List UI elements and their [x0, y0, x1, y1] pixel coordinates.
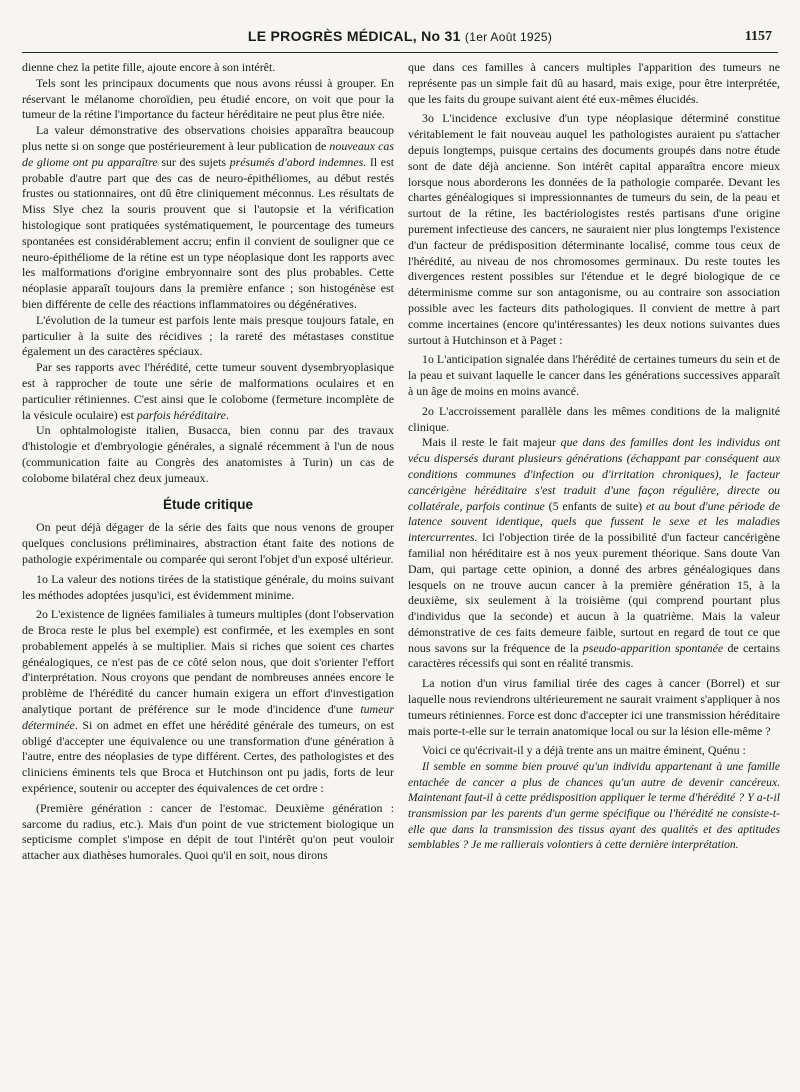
paragraph: 3o L'incidence exclusive d'un type néoplasique déterminé constitue véritablement le fait nouveau auquel les pathologistes auraient pu s'attacher depuis longtemps, puisque certains des documents groupés dans notre étude sont de date déjà ancienne. Son intérêt capital apparaîtra encore mieux lorsque nous aborderons les données de la pathologie comparée. Devant les chartes généalogiques si impressionnantes de tumeurs du sein, de la peau et surtout de la rétine, les bactériologistes restés partisans d'une origine purement infectieuse des cancers, ne sauraient nier plus longtemps l'existence d'un facteur de prédisposition déterminante localisé, comme tous ceux de l'hérédité, au niveau de nos chromosomes germinaux. Du reste toutes les divergences restent possibles sur l'étendue et le degré biologique de ce déterminisme comme sur son antagonisme, ou au contraire son association possible avec les facteurs dits pathologiques. Il convient de mettre à part comme incertaines (encore qu'intéressantes) les deux notions suivantes dues surtout à Hutchinson et à Paget :: [408, 111, 780, 347]
issue-number: No 31: [421, 28, 461, 44]
paragraph: La notion d'un virus familial tirée des cages à cancer (Borrel) et sur laquelle nous reviendrons ultérieurement ne saurait vraiment s'appliquer à nos tumeurs rétiniennes. Force est donc d'accepter ici une transmission héréditaire mais porte-t-elle sur le terrain anatomique local ou sur la lésion elle-même ?: [408, 676, 780, 738]
paragraph: 1o La valeur des notions tirées de la statistique générale, du moins suivant les méthodes adoptées jusqu'ici, est évidemment minime.: [22, 571, 394, 602]
issue-date: (1er Août 1925): [464, 30, 553, 44]
paragraph: 2o L'accroissement parallèle dans les mêmes conditions de la malignité clinique.: [408, 403, 780, 434]
paragraph: On peut déjà dégager de la série des faits que nous venons de grouper quelques conclusions préliminaires, abstraction étant faite des notions de pathologie expérimentale ou comparée qui seront l'objet d'un exposé ultérieur.: [22, 520, 394, 566]
right-column: [408, 60, 780, 1092]
paragraph: Voici ce qu'écrivait-il y a déjà trente ans un maitre éminent, Quénu :: [422, 743, 746, 758]
paragraph: (Première génération : cancer de l'estomac. Deuxième génération : sarcome du radius, etc.). Mais d'un point de vue strictement biologique un septicisme complet s'impose en dépit de tout l'intérêt qu'on peut vouloir attacher aux diathèses humorales. Quoi qu'il en soit, nous dirons: [22, 800, 394, 863]
section-heading: Étude critique: [162, 496, 253, 512]
paragraph: dienne chez la petite fille, ajoute encore à son intérêt.: [22, 60, 276, 74]
journal-name: LE PROGRÈS MÉDICAL,: [247, 28, 417, 44]
running-header: [22, 28, 778, 53]
paragraph: 1o L'anticipation signalée dans l'hérédité de certaines tumeurs du sein et de la peau et suivant laquelle le cancer dans les générations successives apparaît à un âge de moins en moins avancé.: [408, 352, 780, 398]
left-column: [22, 60, 394, 1092]
paragraph: La valeur démonstrative des observations choisies apparaîtra beaucoup plus nette si on songe que postérieurement à leur publication de nouveaux cas de gliome ont pu apparaître sur des sujets présumés d'abord indemnes. Il est probable d'autre part que des cas de neuro-épithéliomes, au début restés frustes ou stationnaires, ont dû être cliniquement méconnus. Les résultats de Miss Slye chez la souris prouvent que si l'autopsie et la vérification histologique sont pratiquées systématiquement, le pourcentage des tumeurs spontanées est considérablement accru; enfin il convient de souligner que ce neuro-épithéliome de la rétine est un type néoplasique dont les rapports avec les malformations d'origine embryonnaire sont des plus probables. Cette néoplasie apparaît toujours dans la première enfance ; son histogénèse est bien différente de celle des réactions inflammatoires ou dégénératives.: [22, 123, 395, 311]
page-number: 1157: [744, 29, 772, 44]
paragraph: Tels sont les principaux documents que nous avons réussi à grouper. En réservant le mélanome choroïdien, peu étudié encore, on voit que pour la tumeur de la rétine l'importance du facteur héréditaire ne peut plus être niée.: [22, 75, 394, 122]
journal-title: [22, 28, 778, 44]
paragraph: Par ses rapports avec l'hérédité, cette tumeur souvent dysembryoplasique est à rapprocher de toute une série de malformations oculaires et en particulier rétiniennes. C'est ainsi que le colobome (fermeture incomplète de la vésicule oculaire) est parfois héréditaire.: [22, 360, 394, 422]
quotation: Il semble en somme bien prouvé qu'un individu appartenant à une famille entachée de cancer a plus de chances qu'un autre de devenir cancéreux. Maintenant faut-il à cette prédisposition appliquer le terme d'hérédité ? Y a-t-il transmission par les parents d'un germe spécifique ou l'hérédité ne consiste-t-elle que dans la transmission des tissus ayant des qualités et des aptitudes semblables ? Je me rallierais volontiers à cette dernière interprétation.: [408, 760, 780, 852]
paragraph: que dans ces familles à cancers multiples l'apparition des tumeurs ne représente pas un simple fait dû au hasard, mais exige, pour être interprétée, que les faits du groupe suivant aient été eux-mêmes élucidés.: [408, 60, 780, 106]
paragraph: 2o L'existence de lignées familiales à tumeurs multiples (dont l'observation de Broca reste le plus bel exemple) est confirmée, et les exemples en sont probablement appelés à se multiplier. Mais si riches que soient ces chartes généalogiques, ce n'est pas de ce côté selon nous, que doit s'orienter l'effort d'interprétation. Nous croyons que pendant de nombreuses années encore le problème de l'hérédité du cancer humain exigera un effort d'investigation analytique portant de préférence sur le mode d'incidence d'une tumeur déterminée. Si on admet en effet une hérédité générale des tumeurs, on est obligé d'accepter une équivalence ou une transformation d'une génération à l'autre, entre des néoplasies de type différent. Certes, des pathologistes et des cliniciens éminents tels que Broca et Hutchinson ont pu jadis, forts de leur expérience, soutenir ou accepter des équivalences de cet ordre :: [22, 607, 394, 796]
paragraph: L'évolution de la tumeur est parfois lente mais presque toujours fatale, en particulier à la suite des récidives ; la rareté des métastases constitue également un des caractères spéciaux.: [22, 312, 394, 359]
paragraph: Mais il reste le fait majeur que dans des familles dont les individus ont vécu dispersés durant plusieurs générations (échappant par conséquent aux conditions communes d'infection ou d'irritation chroniques), le facteur cancérigène héréditaire s'est traduit d'une façon régulière, directe ou collatérale, parfois continue (5 enfants de suite) et au bout d'une période de latence souvent identique, quels que fussent le sexe et les maladies intercurrentes. Ici l'objection tirée de la possibilité d'un facteur cancérigène familial non héréditaire est à nos yeux purement théorique. Sans doute Van Dam, qui partage cette opinion, a donné des arbres généalogiques dans lesquels on ne trouve aucun cancer à la première génération 15, à la deuxième, six seulement à la troisième (qui comprend pourtant plus d'individus que la seconde) et aucun à la quatrième. Mais la valeur démonstrative de ces faits demeure faible, surtout en regard de tout ce que nous savons sur la fréquence de la pseudo-apparition spontanée de certains caractères récessifs qui sont en réalité transmis.: [408, 435, 780, 671]
paragraph: Un ophtalmologiste italien, Busacca, bien connu par des travaux d'histologie et d'embryologie générales, a signalé récemment à l'un de nous (communication faite au Congrès des anatomistes à Turin) un cas de colobome bilatéral chez deux jumeaux.: [22, 423, 394, 485]
